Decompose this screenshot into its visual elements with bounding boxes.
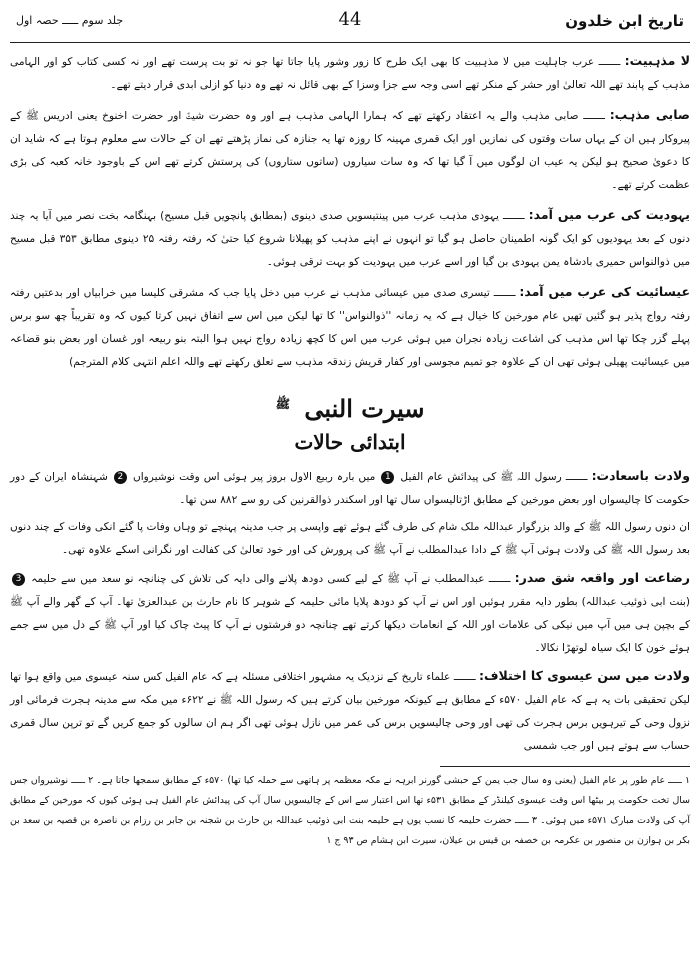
- seerat-title-text: سیرت النبی: [304, 394, 425, 423]
- page-number: 44: [338, 9, 362, 30]
- title-ibtidai-halat: ابتدائی حالات: [294, 430, 406, 454]
- footnote-divider: [440, 766, 690, 767]
- paragraph-yahudiyat: [10, 203, 690, 274]
- footnotes: ۱ ـــــ عام طور پر عام الفیل (یعنی وہ سال جب یمن کے حبشی گورنر ابرہہ نے مکہ معظمہ پر ہاتھی سے حملہ کیا تھا) ۵۷۰ء کے مطابق سمجھا جاتا ہے۔ ۲ ـــــ نوشیرواں جس سال تخت حکومت پر بیٹھا اس وقت عیسوی کیلنڈر کے مطابق ۵۳۱ء تھا اس اعتبار سے اس کے چالیسویں سال آپ کی پیدائش عام الفیل ہی ہوئی کیوں کہ مورخین کے مطابق آپ کی ولادت مبارک ۵۷۱ء میں ہوئی۔ ۳ ـــــ حضرت حلیمہ کا نسب یوں ہے حلیمہ بنت ابی ذوئیب عبداللہ بن حارث بن شجنہ بن جابر بن رزام بن ناصرہ بن قصیہ بن سعد بن بکر بن ہوازن بن منصور بن عکرمہ بن خصفہ بن قیس بن عیلان، سیرت ابن ہشام ص ۹۳ ج ۱: [10, 775, 691, 846]
- heading-sanh: ولادت میں سن عیسوی کا اختلاف:: [479, 668, 690, 683]
- text-sanh: ـــــــ علماء تاریخ کے نزدیک یہ مشہور اختلافی مسئلہ ہے کہ عام الفیل کس سنہ عیسوی میں واقع ہوا تھا لیکن تحقیقی بات یہ ہے کہ عام الفیل ۵۷۰ء کے مطابق ہے کیونکہ مورخین بیان کرتے ہیں کہ رسول اللہ ﷺ نے ۶۲۲ء میں مکہ سے مدینہ ہجرت فرمائی اور نزول وحی کے تیرہویں برس ہجرت کی تھی اور وحی چالیسویں برس کی عمر میں نازل ہوئی تھی اگر ہم ان سالوں کو جمع کریں گے تو ترپن سال قمری حساب سے ہوتے ہیں اور جب شمسی: [10, 671, 690, 752]
- paragraph-la-madhhabiyat: [10, 49, 690, 97]
- title-seerat-un-nabi: [10, 384, 690, 424]
- text-wiladat-c: شہنشاہ ایران کے دور حکومت کا چالیسواں اور بعض مورخین کے مطابق اڑتالیسواں سال تھا اور اسکندر ذوالقرنین کی رو سے ۸۸۲ سن تھا۔: [10, 471, 690, 506]
- text-radaat-a: ـــــــ عبدالمطلب نے آپ ﷺ کے لیے کسی دودھ پلانے والی دایہ کی تلاش کی چنانچہ نو سعد میں سے حلیمہ: [31, 573, 511, 585]
- text-isaiyat: ـــــــ تیسری صدی میں عیسائی مذہب نے عرب میں دخل پایا جب کہ مشرقی کلیسا میں خرابیاں اور بدعتیں رفتہ رفتہ رواج پذیر ہو گئیں تھیں عام مورخین کا خیال ہے کہ یہ زمانہ ''ذوالنواس'' کا تھا لیکن میں اس سے اتفاق نہیں کرتا کیوں کہ وہ تقریباً چھ سو برس پہلے گزر چکا تھا اس مذہب کی اشاعت زیادہ نجران میں ہوئی عرب میں اس کا کچھ زیادہ رواج نہیں ہوا البتہ بنو ربیعہ اور غسان اور بعض بنو قضاعہ میں عیسائیت پھیلی ہوئی تھی ان کے علاوہ جو تمیم مجوسی اور کفار قریش زندقہ مذہب سے تعلق رکھتے تھے واللہ اعلم انتہی کلام المترجم): [10, 287, 690, 368]
- text-wiladat-b: میں بارہ ربیع الاول بروز پیر ہوئی اس وقت نوشیرواں: [132, 471, 376, 483]
- heading-yahudiyat: یہودیت کی عرب میں آمد:: [528, 207, 690, 222]
- heading-la-madhhabiyat: لا مذہبیت:: [624, 53, 690, 68]
- honorific-glyph: ﷺ: [275, 397, 291, 411]
- footnote-marker-1: 1: [381, 471, 394, 484]
- document-page: [10, 6, 690, 968]
- volume-label: جلد سوم ـــــ حصہ اول: [16, 14, 124, 27]
- paragraph-isaiyat: [10, 280, 690, 374]
- text-walid: ان دنوں رسول اللہ ﷺ کے والد بزرگوار عبداللہ ملک شام کی طرف گئے ہوئے تھے واپسی پر جب مدینہ پہنچے تو وہاں وفات پا گئے انکی وفات کے چند دنوں بعد رسول اللہ ﷺ کی ولادت ہوئی آپ ﷺ کے دادا عبدالمطلب نے آپ ﷺ کی پرورش کی اور خود تعالیٰ کی کفالت اور نگرانی اسکے علاوہ تھی۔: [10, 521, 690, 556]
- text-radaat-b: (بنت ابی ذوئیب عبداللہ) بطور دایہ مقرر ہوئیں اور اس نے آپ کو دودھ پلایا مائی حلیمہ کے شوہر کا نام حارث بن عبدالعزیٰ تھا۔ آپ کے گھر والے آپ ﷺ کے بچپن ہی میں آپ میں نیکی کی علامات اور اللہ کے انعامات دیکھا کرتے تھے چنانچہ دو فرشتوں نے آپ کا پیٹ چاک کیا اور آپ ﷺ کے دل میں سے جمے ہوئے خون کا ایک سیاہ لوتھڑا نکالا۔: [10, 596, 690, 654]
- footnote-marker-3: 3: [12, 573, 25, 586]
- heading-radaat: رضاعت اور واقعہ شق صدر:: [514, 570, 690, 585]
- text-la-madhhabiyat: ـــــــ عرب جاہلیت میں لا مذہبیت کا بھی ایک طرح کا زور وشور پایا جاتا تھا جو نہ تو بت پرست تھے اور نہ کسی کتاب کو اور الہامی مذہب کے پابند تھے اللہ تعالیٰ اور حشر کے منکر تھے اسی وجہ سے جزا وسزا کے بھی قائل نہ تھے وہ دنیا کو ازلی ابدی قرار دیتے تھے۔: [10, 56, 690, 91]
- footnote-marker-2: 2: [114, 471, 127, 484]
- paragraph-walid: [10, 516, 690, 562]
- page-header: [10, 6, 690, 43]
- text-yahudiyat: ـــــــ یہودی مذہب عرب میں پینتیسویں صدی دینوی (بمطابق پانچویں قبل مسیح) بہنگامہ بخت نصر میں آیا یہ چند دنوں کے بعد یہودیوں کو ایک گونہ اطمینان حاصل ہو گیا تو انہوں نے اپنے مذہب کو پھیلانا شروع کیا حتیٰ کہ رفتہ رفتہ ۲۵ دینوی مطابق ۳۵۳ قبل مسیح میں ذوالنواس حمیری بادشاہ یمن یہودی بن گیا اور اسے عرب میں یہودیت کو بہت ترقی ہوئی۔: [10, 210, 690, 268]
- paragraph-sanh: [10, 664, 690, 758]
- heading-wiladat: ولادت باسعادت:: [591, 468, 691, 483]
- heading-isaiyat: عیسائیت کی عرب میں آمد:: [519, 284, 690, 299]
- text-sabi: ـــــــ صابی مذہب والے یہ اعتقاد رکھتے تھے کہ ہمارا الہامی مذہب ہے اور وہ حضرت شیثؑ اور حضرت اخنوخ یعنی ادریس ﷺ کے پیروکار ہیں ان کے یہاں سات وقتوں کی نمازیں اور ایک قمری مہینہ کا روزہ تھا یہ جنازہ کی نماز پڑھتے تھے ان کے حالات سے معلوم ہوتا ہے کہ شاید ان کا دعویٰ صحیح ہو لیکن یہ عیب ان لوگوں میں آ گیا تھا کہ وہ سات سیاروں (ساتوں ستاروں) کی پرستش کرتے تھے اس کے باوجود خانہ کعبہ کی بڑی عظمت کرتے تھے۔: [10, 110, 690, 191]
- book-title: تاریخ ابن خلدون: [565, 12, 684, 30]
- text-wiladat-a: ـــــــ رسول اللہ ﷺ کی پیدائش عام الفیل: [400, 471, 588, 483]
- paragraph-radaat: [10, 566, 690, 660]
- heading-sabi: صابی مذہب:: [609, 107, 690, 122]
- paragraph-wiladat: [10, 464, 690, 512]
- paragraph-sabi: [10, 103, 690, 197]
